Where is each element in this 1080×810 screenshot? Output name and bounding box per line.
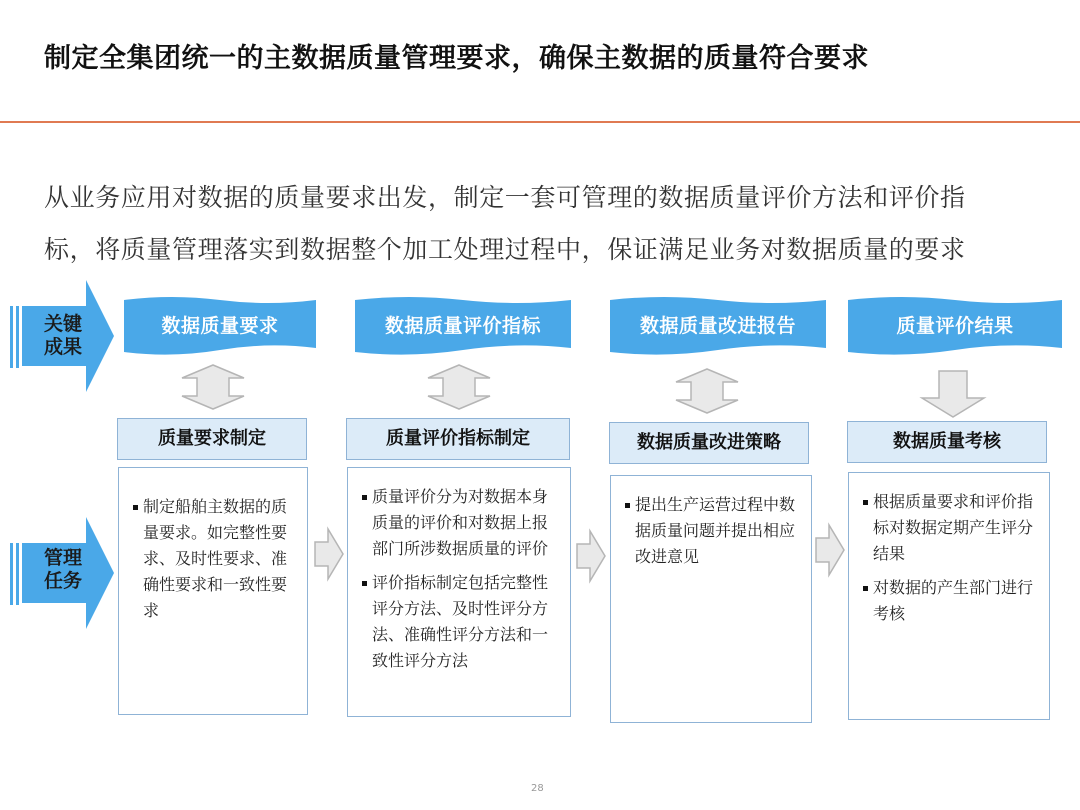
key-result-label: 数据质量改进报告 (639, 315, 796, 337)
task-box-1 (118, 467, 308, 715)
key-result-label: 数据质量要求 (161, 315, 279, 337)
page-title: 制定全集团统一的主数据质量管理要求，确保主数据的质量符合要求 (44, 43, 869, 74)
management-tasks-label: 管理 任务 (43, 547, 82, 592)
double-arrow-icon (674, 368, 740, 414)
task-heading-3: 数据质量改进策略 (609, 422, 809, 464)
key-result-label: 质量评价结果 (896, 315, 1014, 337)
task-bullet: 评价指标制定包括完整性评分方法、及时性评分方法、准确性评分方法和一致性评分方法 (362, 570, 560, 674)
key-result-banner-3 (610, 298, 826, 356)
intro-line-2: 标，将质量管理落实到数据整个加工处理过程中，保证满足业务对数据质量的要求 (44, 235, 966, 264)
down-arrow-icon (920, 370, 986, 418)
key-result-banner-1 (124, 298, 316, 356)
task-bullet: 质量评价分为对数据本身质量的评价和对数据上报部门所涉数据质量的评价 (362, 484, 560, 562)
key-result-banner-4 (848, 298, 1062, 356)
task-box-4 (848, 472, 1050, 720)
task-bullet: 提出生产运营过程中数据质量问题并提出相应改进意见 (625, 492, 801, 570)
task-bullet: 对数据的产生部门进行考核 (863, 575, 1039, 627)
key-result-banner-2 (355, 298, 571, 356)
management-tasks-side-arrow (8, 515, 116, 631)
title-divider (0, 121, 1080, 123)
task-bullet: 制定船舶主数据的质量要求。如完整性要求、及时性要求、准确性要求和一致性要求 (133, 494, 297, 624)
double-arrow-icon (426, 364, 492, 410)
task-heading-1: 质量要求制定 (117, 418, 307, 460)
right-arrow-icon (815, 524, 845, 576)
task-heading-2: 质量评价指标制定 (346, 418, 570, 460)
task-box-2 (347, 467, 571, 717)
right-arrow-icon (576, 530, 606, 582)
key-results-side-arrow (8, 278, 116, 394)
task-bullet: 根据质量要求和评价指标对数据定期产生评分结果 (863, 489, 1039, 567)
right-arrow-icon (314, 528, 344, 580)
intro-line-1: 从业务应用对数据的质量要求出发，制定一套可管理的数据质量评价方法和评价指 (44, 183, 966, 212)
intro-text (44, 172, 1044, 276)
double-arrow-icon (180, 364, 246, 410)
page-number: 28 (531, 783, 544, 794)
task-heading-4: 数据质量考核 (847, 421, 1047, 463)
task-box-3 (610, 475, 812, 723)
key-result-label: 数据质量评价指标 (384, 315, 541, 337)
key-results-label: 关键 成果 (43, 313, 82, 358)
